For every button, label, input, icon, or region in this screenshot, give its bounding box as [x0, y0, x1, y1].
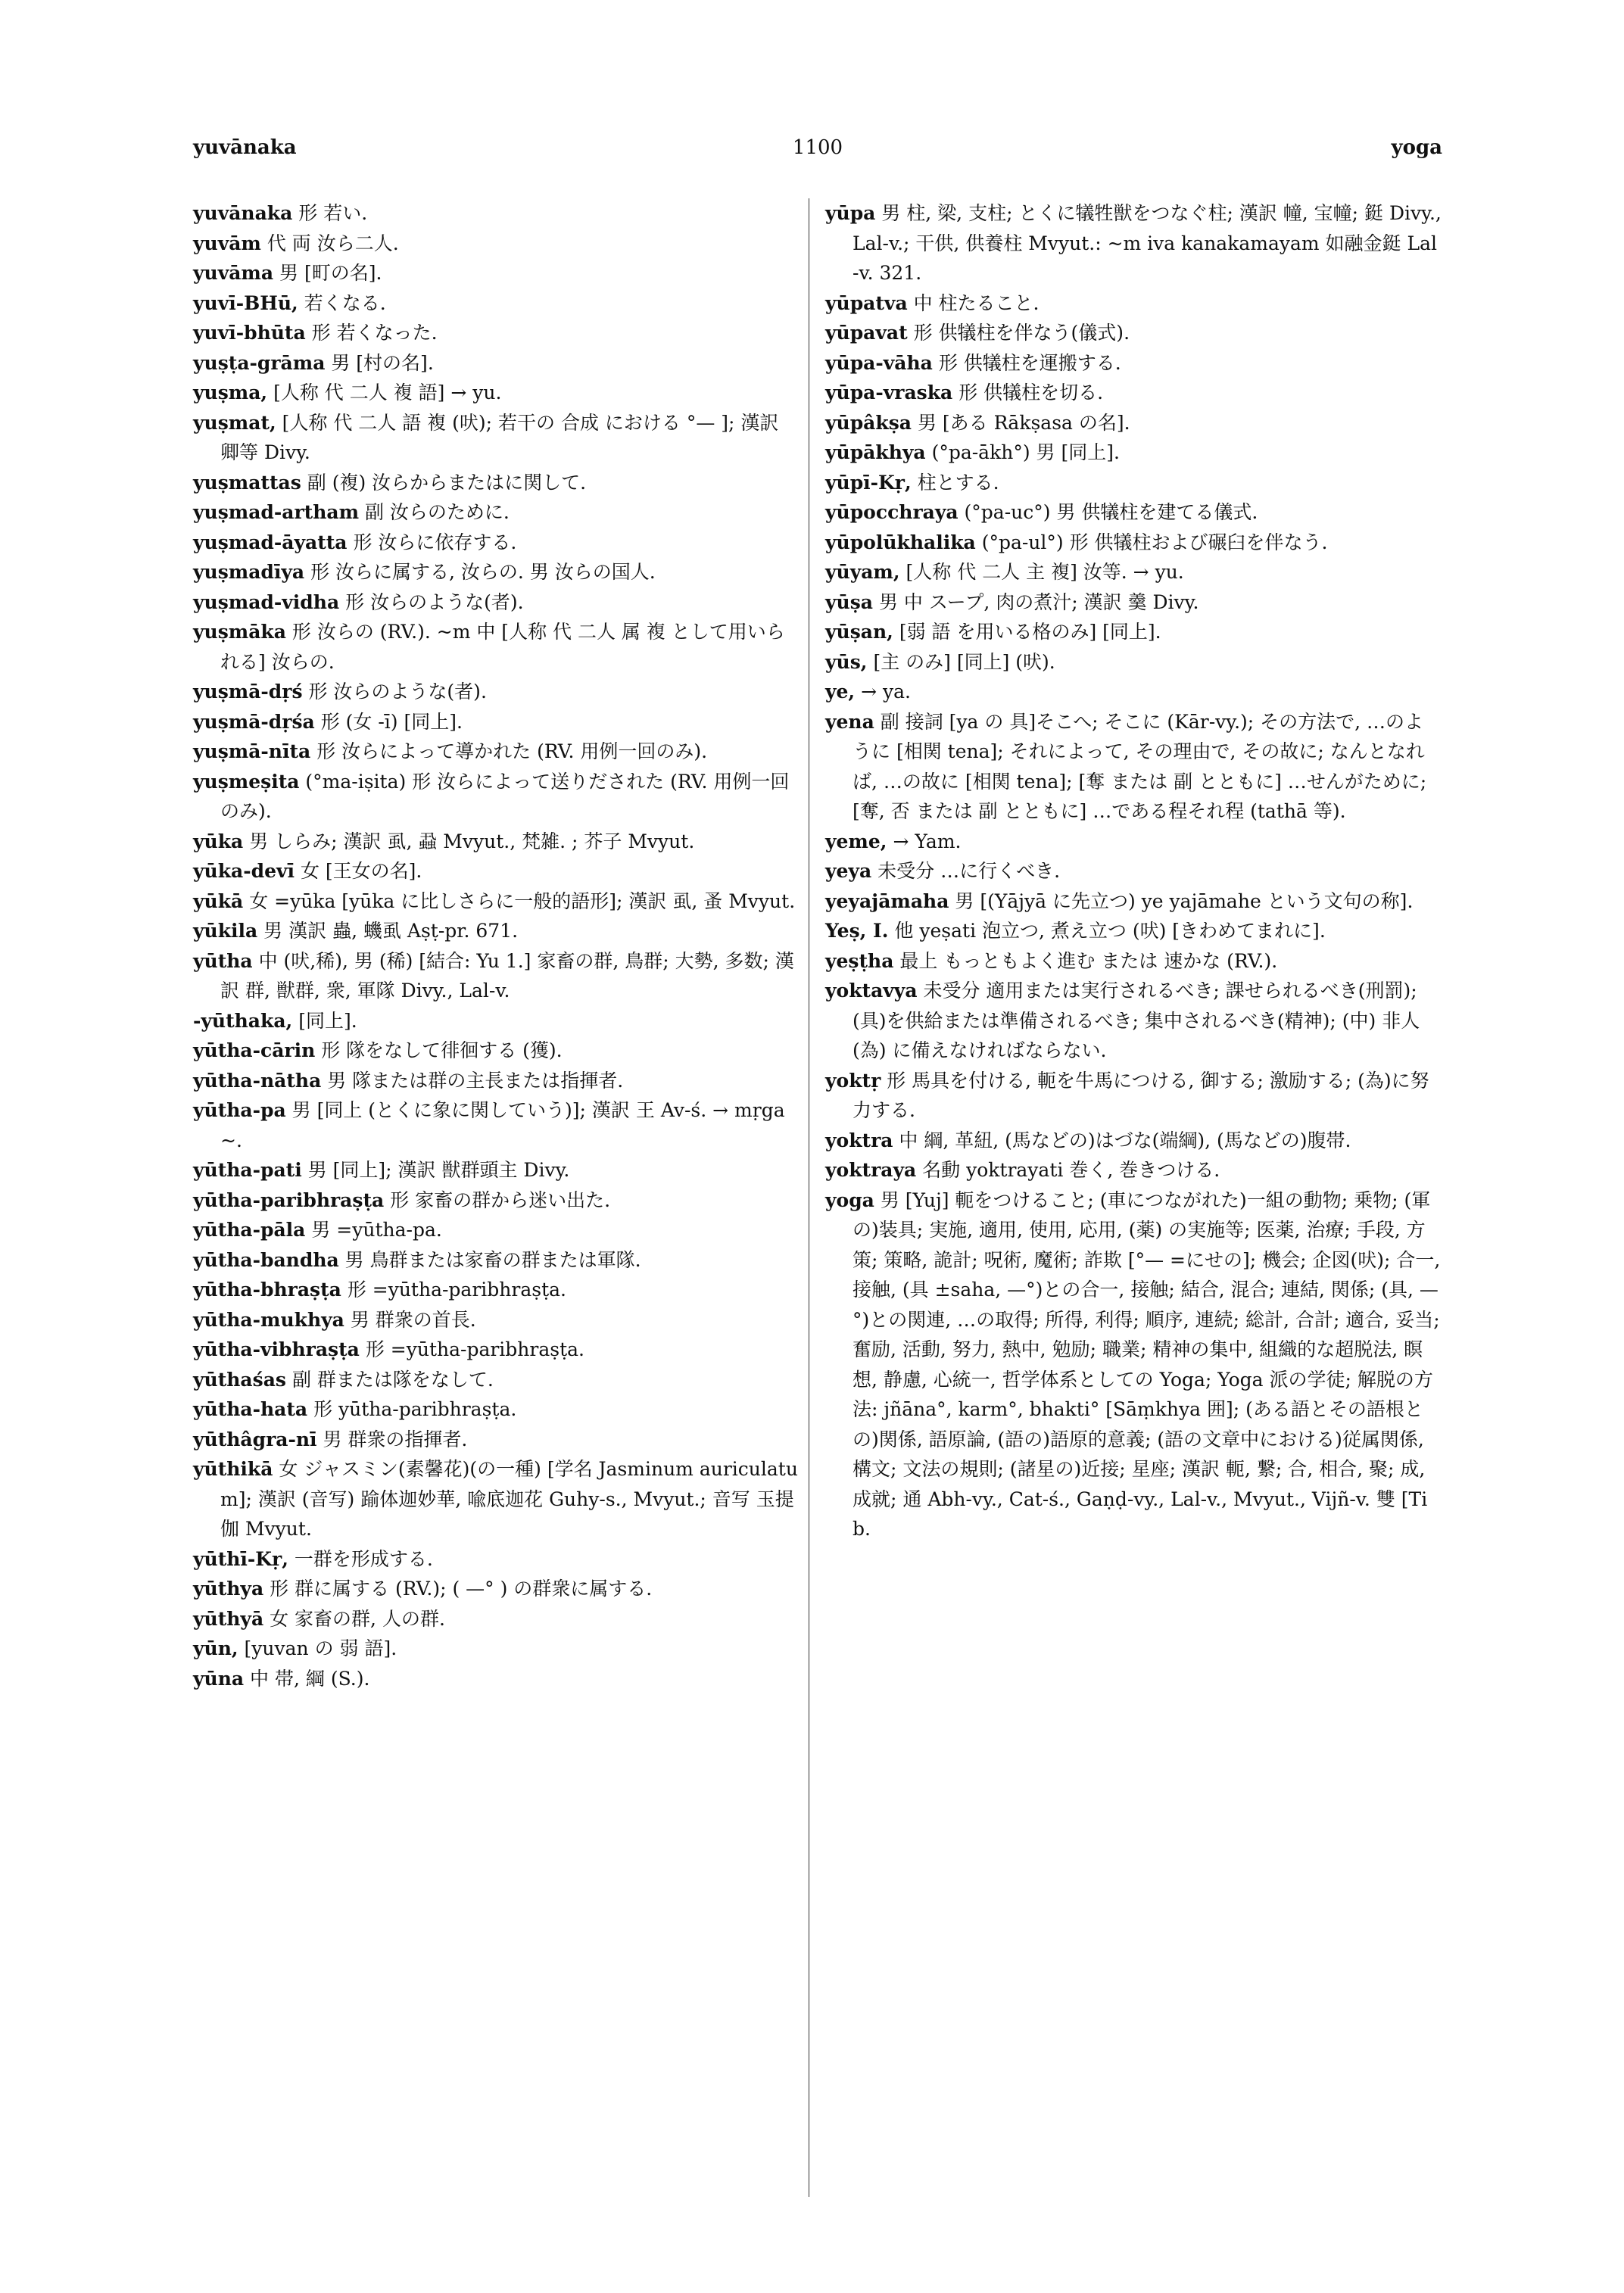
entry-headword: yūtha-hata [193, 1398, 308, 1420]
entry-headword: yūtha-mukhya [193, 1308, 344, 1331]
entry-headword: yūtha-pa [193, 1099, 286, 1121]
entry-headword: yūpī-Kṛ, [825, 471, 912, 494]
dictionary-entry [193, 827, 799, 857]
entry-headword: yūtha-pati [193, 1159, 302, 1181]
entry-headword: yūthya [193, 1578, 264, 1600]
page-number: 1100 [792, 136, 843, 159]
entry-definition: 男 鳥群または家畜の群または軍隊. [344, 1248, 641, 1271]
left-column [193, 198, 799, 1693]
entry-definition: [人称 代 二人 複 語] → yu. [273, 382, 502, 403]
dictionary-entry [193, 1544, 799, 1575]
entry-definition: 未受分 …に行くべき. [877, 860, 1061, 882]
dictionary-entry [825, 827, 1442, 857]
entry-headword: yuvām [193, 232, 261, 254]
dictionary-entry [825, 707, 1442, 827]
entry-headword: Yeṣ, I. [825, 920, 889, 942]
entry-headword: yūthyā [193, 1607, 264, 1630]
entry-definition: 女 家畜の群, 人の群. [270, 1607, 445, 1630]
entry-definition: 形 家畜の群から迷い出た. [390, 1189, 611, 1211]
dictionary-entry [193, 1185, 799, 1216]
entry-definition: 男 [同上]; 漢訳 獣群頭主 Divy. [307, 1159, 570, 1181]
dictionary-entry [825, 318, 1442, 348]
dictionary-entry [825, 468, 1442, 498]
entry-headword: yuṣmadīya [193, 561, 305, 583]
dictionary-entry [825, 617, 1442, 647]
dictionary-entry [193, 617, 799, 677]
dictionary-entry [193, 378, 799, 408]
entry-definition: 形 供犠柱を伴なう(儀式). [913, 322, 1130, 344]
entry-definition: 女 =yūka [yūka に比しさらに一般的語形]; 漢訳 虱, 蚤 Mvyut. [249, 889, 796, 912]
entry-definition: [人称 代 二人 主 複] 汝等. → yu. [906, 561, 1184, 583]
entry-headword: yūpocchraya [825, 501, 959, 523]
dictionary-entry [193, 198, 799, 229]
entry-definition: 若くなる. [304, 291, 386, 314]
entry-definition: 形 供犠柱を運搬する. [938, 351, 1121, 374]
entry-headword: yūṣa [825, 590, 873, 613]
dictionary-entry [193, 1036, 799, 1066]
dictionary-entry [193, 1634, 799, 1664]
entry-definition: 柱とする. [917, 471, 999, 494]
entry-definition: 形 若い. [298, 202, 368, 224]
entry-definition: 副 接詞 [ya の 具]そこへ; そこに (Kār-vy.); その方法で, …のように [相関 tena]; それによって, その理由で, その故に; なんとなれば, …の故に [相関 tena]; [奪 または 副 とともに] …せんがために; [奪, 否 または 副 とともに] …である程それ程 (tathā 等). [853, 710, 1427, 822]
dictionary-entry [825, 348, 1442, 379]
entry-definition: 副 汝らのために. [364, 501, 510, 523]
dictionary-entry [193, 677, 799, 707]
dictionary-entry [193, 1066, 799, 1096]
entry-headword: yūtha-bandha [193, 1248, 339, 1271]
entry-headword: yūkila [193, 920, 258, 942]
entry-definition: 男 [町の名]. [279, 262, 382, 284]
entry-headword: yuṣmattas [193, 471, 301, 494]
entry-definition: 男 中 スープ, 肉の煮汁; 漢訳 羹 Divy. [878, 590, 1199, 613]
entry-definition: [yuvan の 弱 語]. [244, 1637, 397, 1659]
entry-definition: → Yam. [893, 830, 962, 852]
entry-definition: 代 両 汝ら二人. [267, 232, 399, 254]
entry-definition: (°ma-iṣita) 形 汝らによって送りだされた (RV. 用例一回のみ). [220, 770, 790, 822]
entry-headword: yuṣmad-āyatta [193, 531, 348, 553]
dictionary-entry [193, 557, 799, 587]
entry-definition: 形 汝らによって導かれた (RV. 用例一回のみ). [316, 740, 708, 762]
dictionary-entry [193, 587, 799, 618]
entry-definition: 男 群衆の指揮者. [323, 1428, 468, 1450]
entry-headword: yūtha [193, 949, 253, 972]
entry-headword: yūtha-cārin [193, 1039, 316, 1061]
dictionary-entry [193, 348, 799, 379]
entry-definition: 男 =yūtha-pa. [311, 1219, 442, 1241]
entry-headword: yūthī-Kṛ, [193, 1547, 288, 1570]
left-guide-word: yuvānaka [193, 136, 297, 159]
entry-headword: yūna [193, 1667, 245, 1690]
entry-headword: yoktra [825, 1129, 893, 1151]
dictionary-entry [193, 1245, 799, 1276]
dictionary-entry [193, 1365, 799, 1395]
entry-headword: yūpâkṣa [825, 411, 912, 434]
entry-definition: 形 汝らに属する, 汝らの. 男 汝らの国人. [310, 561, 656, 583]
dictionary-entry [193, 229, 799, 259]
entry-definition: 形 汝らのような(者). [308, 681, 487, 703]
entry-headword: yūkā [193, 889, 244, 912]
entry-definition: 未受分 適用または実行されるべき; 課せられるべき(刑罰); (具)を供給または準備されるべき; 集中されるべき(精神); (中) 非人 (為) に備えなければならない. [853, 980, 1420, 1061]
entry-definition: 男 [同上 (とくに象に関していう)]; 漢訳 王 Av-ś. → mṛga~. [220, 1099, 785, 1151]
dictionary-entry [825, 946, 1442, 977]
entry-definition: 形 若くなった. [311, 322, 438, 344]
entry-definition: 男 柱, 梁, 支柱; とくに犠牲獣をつなぐ柱; 漢訳 幢, 宝幢; 鋌 Divy., Lal-v.; 干供, 供養柱 Mvyut.: ~m iva kanakamayam 如融金鋌 Lal-v. 321. [853, 202, 1442, 284]
entry-headword: yuṣmā-dṛśa [193, 710, 315, 733]
dictionary-entry [193, 1664, 799, 1694]
dictionary-entry [825, 408, 1442, 438]
entry-headword: yuṣmat, [193, 411, 276, 434]
dictionary-entry [825, 677, 1442, 707]
entry-definition: 形 隊をなして徘徊する (獲). [321, 1039, 563, 1061]
entry-definition: 形 群に属する (RV.); ( —° ) の群衆に属する. [270, 1578, 653, 1600]
dictionary-entry [193, 1006, 799, 1036]
entry-headword: yūtha-nātha [193, 1069, 322, 1092]
entry-headword: yūtha-bhraṣṭa [193, 1279, 341, 1301]
dictionary-entry [193, 1155, 799, 1185]
dictionary-entry [825, 288, 1442, 319]
entry-definition: 女 ジャスミン(素馨花)(の一種) [学名 Jasminum auriculatum]; 漢訳 (音写) 踰体迦妙華, 喩底迦花 Guhy-s., Mvyut.; 音写 玉提伽 Mvyut. [220, 1458, 798, 1540]
dictionary-entry [825, 976, 1442, 1066]
entry-definition: 形 馬具を付ける, 軛を牛馬につける, 御する; 激励する; (為)に努力する. [853, 1069, 1429, 1121]
entry-headword: yūpa [825, 202, 876, 224]
entry-definition: 男 [ある Rākṣasa の名]. [917, 411, 1130, 434]
entry-headword: yūthaśas [193, 1368, 286, 1391]
dictionary-entry [193, 1394, 799, 1425]
entry-headword: yoktraya [825, 1159, 917, 1181]
entry-definition: 形 =yūtha-paribhraṣṭa. [365, 1338, 584, 1360]
entry-headword: yeya [825, 860, 872, 882]
entry-headword: yuṣṭa-grāma [193, 351, 326, 374]
entry-headword: yūpākhya [825, 441, 926, 463]
entry-definition: 中 綱, 革紐, (馬などの)はづな(端綱), (馬などの)腹帯. [899, 1129, 1351, 1151]
entry-headword: yūpolūkhalika [825, 531, 976, 553]
entry-headword: yuvāma [193, 262, 274, 284]
entry-headword: yeme, [825, 830, 887, 852]
dictionary-entry [193, 497, 799, 528]
entry-headword: yūthikā [193, 1458, 273, 1480]
dictionary-entry [193, 946, 799, 1006]
entry-definition: 男 [(Yājyā に先立つ) ye yajāmahe という文句の称]. [955, 889, 1414, 912]
dictionary-entry [193, 288, 799, 319]
entry-definition: 名動 yoktrayati 巻く, 巻きつける. [922, 1159, 1220, 1181]
entry-definition: 形 =yūtha-paribhraṣṭa. [347, 1279, 566, 1301]
dictionary-entry [193, 1604, 799, 1634]
dictionary-entry [825, 1126, 1442, 1156]
entry-definition: 男 [村の名]. [331, 351, 434, 374]
entry-headword: yuṣmad-vidha [193, 590, 340, 613]
entry-headword: yoktṛ [825, 1069, 881, 1092]
dictionary-entry [193, 1275, 799, 1305]
dictionary-entry [193, 468, 799, 498]
entry-definition: [主 のみ] [同上] (吠). [873, 650, 1055, 673]
dictionary-entry [825, 1155, 1442, 1185]
entry-definition: 最上 もっともよく進む または 速かな (RV.). [899, 949, 1278, 972]
dictionary-entry [825, 378, 1442, 408]
dictionary-entry [193, 1335, 799, 1365]
dictionary-entry [193, 408, 799, 468]
dictionary-entry [193, 258, 799, 288]
entry-definition: [人称 代 二人 語 複 (吠); 若干の 合成 における °— ]; 漢訳 卿等 Divy. [220, 411, 779, 463]
entry-headword: yūtha-paribhraṣṭa [193, 1189, 385, 1211]
entry-definition: 他 yeṣati 泡立つ, 煮え立つ (吠) [きわめてまれに]. [894, 920, 1326, 942]
entry-headword: ye, [825, 681, 856, 703]
entry-headword: yūpatva [825, 291, 908, 314]
entry-headword: yeyajāmaha [825, 889, 949, 912]
entry-definition: 中 (吠,稀), 男 (稀) [結合: Yu 1.] 家畜の群, 鳥群; 大勢, 多数; 漢訳 群, 獣群, 衆, 軍隊 Divy., Lal-v. [220, 949, 794, 1002]
page-header [193, 136, 1442, 167]
entry-definition: 形 汝らに依存する. [353, 531, 517, 553]
entry-definition: 女 [王女の名]. [300, 860, 422, 882]
entry-headword: yuṣmāka [193, 621, 286, 643]
entry-headword: yūtha-pāla [193, 1219, 306, 1241]
entry-definition: 形 yūtha-paribhraṣṭa. [313, 1398, 517, 1420]
dictionary-entry [193, 737, 799, 767]
entry-definition: 男 群衆の首長. [350, 1308, 476, 1331]
dictionary-entry [193, 1425, 799, 1455]
dictionary-entry [825, 1066, 1442, 1126]
dictionary-entry [193, 1574, 799, 1604]
dictionary-entry [193, 707, 799, 737]
entry-definition: 男 しらみ; 漢訳 虱, 蝨 Mvyut., 梵雑. ; 芥子 Mvyut. [249, 830, 695, 852]
dictionary-entry [193, 318, 799, 348]
entry-definition: [弱 語 を用いる格のみ] [同上]. [899, 621, 1161, 643]
entry-headword: yuṣmeṣita [193, 770, 300, 793]
dictionary-entry [193, 1095, 799, 1155]
dictionary-entry [193, 528, 799, 558]
entry-headword: yūka-devī [193, 860, 295, 882]
dictionary-entry [825, 438, 1442, 468]
entry-definition: 一群を形成する. [294, 1547, 433, 1570]
dictionary-entry [825, 1185, 1442, 1544]
entry-headword: yuṣma, [193, 382, 268, 403]
entry-headword: yuvī-bhūta [193, 322, 306, 344]
entry-definition: 形 (女 -ī) [同上]. [320, 710, 463, 733]
dictionary-entry [825, 886, 1442, 917]
entry-headword: yena [825, 710, 874, 733]
entry-definition: 男 漢訳 蟲, 蟣虱 Aṣṭ-pr. 671. [263, 920, 519, 942]
dictionary-entry [193, 1215, 799, 1245]
entry-headword: yoga [825, 1189, 874, 1211]
entry-headword: yūn, [193, 1637, 238, 1659]
entry-headword: -yūthaka, [193, 1009, 293, 1032]
dictionary-entry [825, 198, 1442, 288]
entry-definition: (°pa-ākh°) 男 [同上]. [931, 441, 1120, 463]
entry-definition: 形 汝らの (RV.). ~m 中 [人称 代 二人 属 複 として用いられる] 汝らの. [220, 621, 785, 673]
entry-headword: yuvānaka [193, 202, 293, 224]
dictionary-entry [825, 557, 1442, 587]
right-guide-word: yoga [1391, 136, 1442, 159]
entry-definition: 形 汝らのような(者). [345, 590, 524, 613]
dictionary-entry [825, 528, 1442, 558]
entry-definition: 男 隊または群の主長または指揮者. [327, 1069, 624, 1092]
entry-definition: 中 帯, 綱 (S.). [250, 1667, 370, 1690]
entry-headword: yuvī-BHū, [193, 291, 298, 314]
entry-definition: (°pa-ul°) 形 供犠柱および碾臼を伴なう. [981, 531, 1328, 553]
entry-definition: (°pa-uc°) 男 供犠柱を建てる儀式. [964, 501, 1258, 523]
entry-headword: yuṣmā-dṛś [193, 681, 303, 703]
entry-definition: 中 柱たること. [913, 291, 1040, 314]
entry-definition: 男 [Yuj] 軛をつけること; (車につながれた)一組の動物; 乗物; (軍の)装具; 実施, 適用, 使用, 応用, (薬) の実施等; 医薬, 治療; 手段, 方策; 策略, 詭計; 呪術, 魔術; 詐欺 [°— =にせの]; 機会; 企図(吠); 合一, 接触, (具 ±saha, —°)との合一, 接触; 結合, 混合; 連結, 関係; (具, —°)との関連, …の取得; 所得, 利得; 順序, 連続; 総計, 合計; 適合, 妥当; 奮励, 活動, 努力, 熱中, 勉励; 職業; 精神の集中, 組織的な超脱法, 瞑想, 静慮, 心統一, 哲学体系としての Yoga; Yoga 派の学徒; 解脱の方法: jñāna°, karm°, bhakti° [Sāṃkhya 囲]; (ある語とその語根との)関係, 語原論, (語の)語原的意義; (語の文章中における)従属関係, 構文; 文法の規則; (諸星の)近接; 星座; 漢訳 軛, 繋; 合, 相合, 聚; 成, 成就; 通 Abh-vy., Cat-ś., Gaṇḍ-vy., Lal-v., Mvyut., Vijñ-v. 雙 [Tib. [853, 1189, 1441, 1540]
dictionary-entry [193, 916, 799, 946]
entry-definition: [同上]. [298, 1009, 357, 1032]
dictionary-entry [825, 497, 1442, 528]
entry-definition: 副 群または隊をなして. [291, 1368, 494, 1391]
entry-headword: yūpa-vāha [825, 351, 933, 374]
entry-definition: 副 (複) 汝らからまたはに関して. [307, 471, 587, 494]
dictionary-entry [193, 856, 799, 886]
dictionary-entry [825, 647, 1442, 678]
entry-headword: yuṣmad-artham [193, 501, 360, 523]
entry-headword: yeṣṭha [825, 949, 894, 972]
entry-headword: yūpa-vraska [825, 382, 953, 403]
dictionary-entry [825, 587, 1442, 618]
entry-headword: yūthâgra-nī [193, 1428, 317, 1450]
dictionary-entry [193, 1454, 799, 1544]
entry-headword: yuṣmā-nīta [193, 740, 311, 762]
entry-headword: yūtha-vibhraṣṭa [193, 1338, 360, 1360]
dictionary-entry [193, 1305, 799, 1335]
right-column [825, 198, 1442, 1544]
entry-headword: yūs, [825, 650, 868, 673]
entry-headword: yoktavya [825, 980, 918, 1002]
entry-headword: yūpavat [825, 322, 908, 344]
dictionary-entry [193, 886, 799, 917]
dictionary-entry [825, 856, 1442, 886]
entry-headword: yūyam, [825, 561, 900, 583]
entry-headword: yūka [193, 830, 244, 852]
entry-headword: yūṣan, [825, 621, 893, 643]
dictionary-entry [825, 916, 1442, 946]
dictionary-entry [193, 767, 799, 827]
entry-definition: → ya. [861, 681, 911, 703]
entry-definition: 形 供犠柱を切る. [959, 382, 1104, 403]
